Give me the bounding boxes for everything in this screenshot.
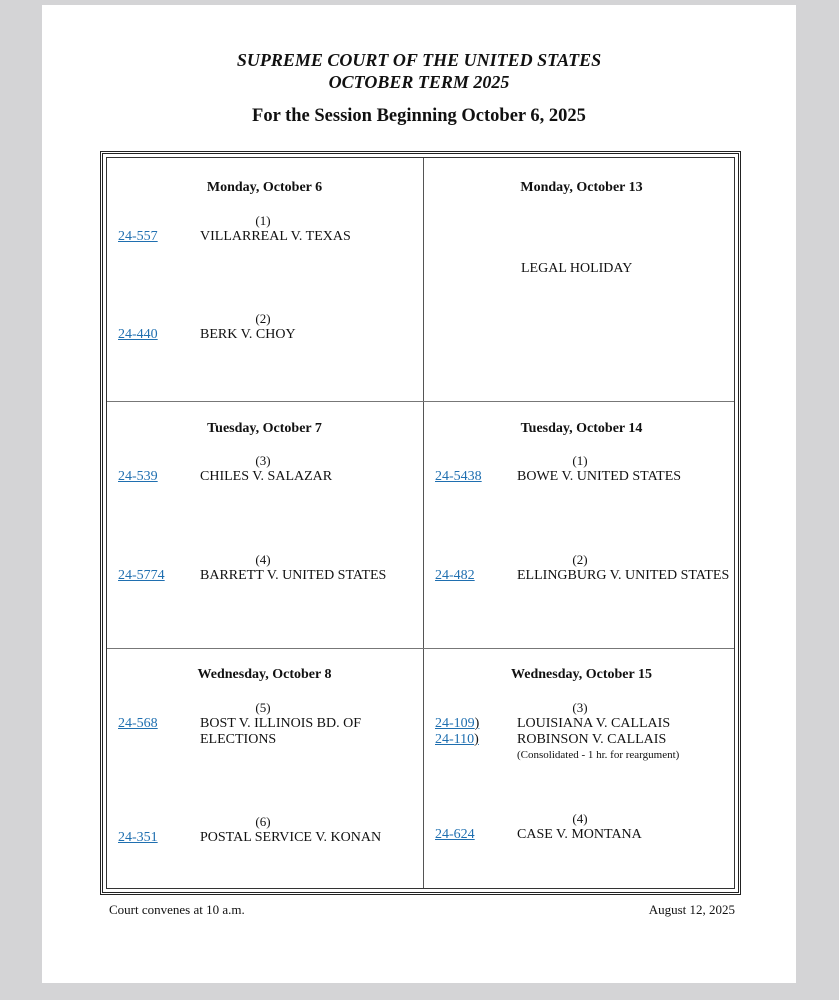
convene-time-note: Court convenes at 10 a.m.	[109, 902, 245, 917]
day-cell-monday-oct-13	[424, 158, 739, 402]
case-title: VILLARREAL V. TEXAS	[200, 229, 351, 244]
day-heading: Monday, October 13	[520, 180, 643, 195]
docket-link-24-482[interactable]: 24-482	[435, 568, 475, 583]
bracket-mark: )	[474, 716, 480, 731]
case-title: BARRETT V. UNITED STATES	[200, 568, 387, 583]
docket-link-24-5774[interactable]: 24-5774	[118, 568, 165, 583]
document-page	[42, 5, 796, 983]
day-cell-monday-oct-6	[107, 158, 422, 402]
docket-link-24-539[interactable]: 24-539	[118, 469, 158, 484]
term-title: OCTOBER TERM 2025	[328, 72, 510, 92]
docket-link-24-624[interactable]: 24-624	[435, 827, 475, 842]
docket-link-24-110[interactable]: 24-110	[435, 732, 475, 747]
case-title: CHILES V. SALAZAR	[200, 469, 333, 484]
case-title: LOUISIANA V. CALLAIS	[517, 716, 671, 731]
day-heading: Wednesday, October 15	[511, 667, 652, 682]
case-title: ROBINSON V. CALLAIS	[517, 732, 667, 747]
case-title: POSTAL SERVICE V. KONAN	[200, 830, 382, 845]
session-title: For the Session Beginning October 6, 2025	[252, 106, 586, 126]
holiday-label: LEGAL HOLIDAY	[521, 261, 633, 276]
docket-group-24-109	[435, 716, 479, 732]
court-title: SUPREME COURT OF THE UNITED STATES	[236, 50, 602, 70]
case-number: (1)	[572, 453, 588, 468]
docket-link-24-5438[interactable]: 24-5438	[435, 469, 482, 484]
case-title: CASE V. MONTANA	[517, 827, 642, 842]
case-number: (2)	[255, 311, 271, 326]
case-number: (3)	[255, 453, 271, 468]
docket-link-24-557[interactable]: 24-557	[118, 229, 158, 244]
case-note: (Consolidated - 1 hr. for reargument)	[517, 749, 680, 761]
docket-link-24-109[interactable]: 24-109	[435, 716, 475, 731]
case-number: (3)	[572, 700, 588, 715]
case-number: (4)	[255, 552, 271, 567]
case-number: (5)	[255, 700, 271, 715]
docket-link-24-440[interactable]: 24-440	[118, 327, 158, 342]
case-number: (6)	[255, 814, 271, 829]
calendar-table	[100, 151, 741, 895]
docket-link-24-351[interactable]: 24-351	[118, 830, 158, 845]
case-title: BOST V. ILLINOIS BD. OF ELECTIONS	[200, 716, 362, 747]
case-number: (1)	[255, 213, 271, 228]
day-cell-tuesday-oct-14	[424, 402, 739, 646]
case-title: BERK V. CHOY	[200, 327, 296, 342]
bracket-mark: )	[474, 732, 479, 747]
day-cell-wednesday-oct-15	[424, 649, 739, 894]
calendar-grid	[106, 157, 735, 889]
day-heading: Monday, October 6	[206, 180, 323, 195]
issue-date: August 12, 2025	[648, 902, 735, 917]
day-heading: Wednesday, October 8	[197, 667, 332, 682]
case-number: (2)	[572, 552, 588, 567]
case-title: ELLINGBURG V. UNITED STATES	[517, 568, 730, 583]
case-number: (4)	[572, 811, 588, 826]
docket-link-24-568[interactable]: 24-568	[118, 716, 158, 731]
day-heading: Tuesday, October 7	[207, 421, 322, 436]
day-heading: Tuesday, October 14	[520, 421, 643, 436]
day-cell-tuesday-oct-7	[107, 402, 422, 646]
case-title: BOWE V. UNITED STATES	[517, 469, 682, 484]
docket-group-24-110	[435, 732, 479, 748]
day-cell-wednesday-oct-8	[107, 649, 422, 894]
